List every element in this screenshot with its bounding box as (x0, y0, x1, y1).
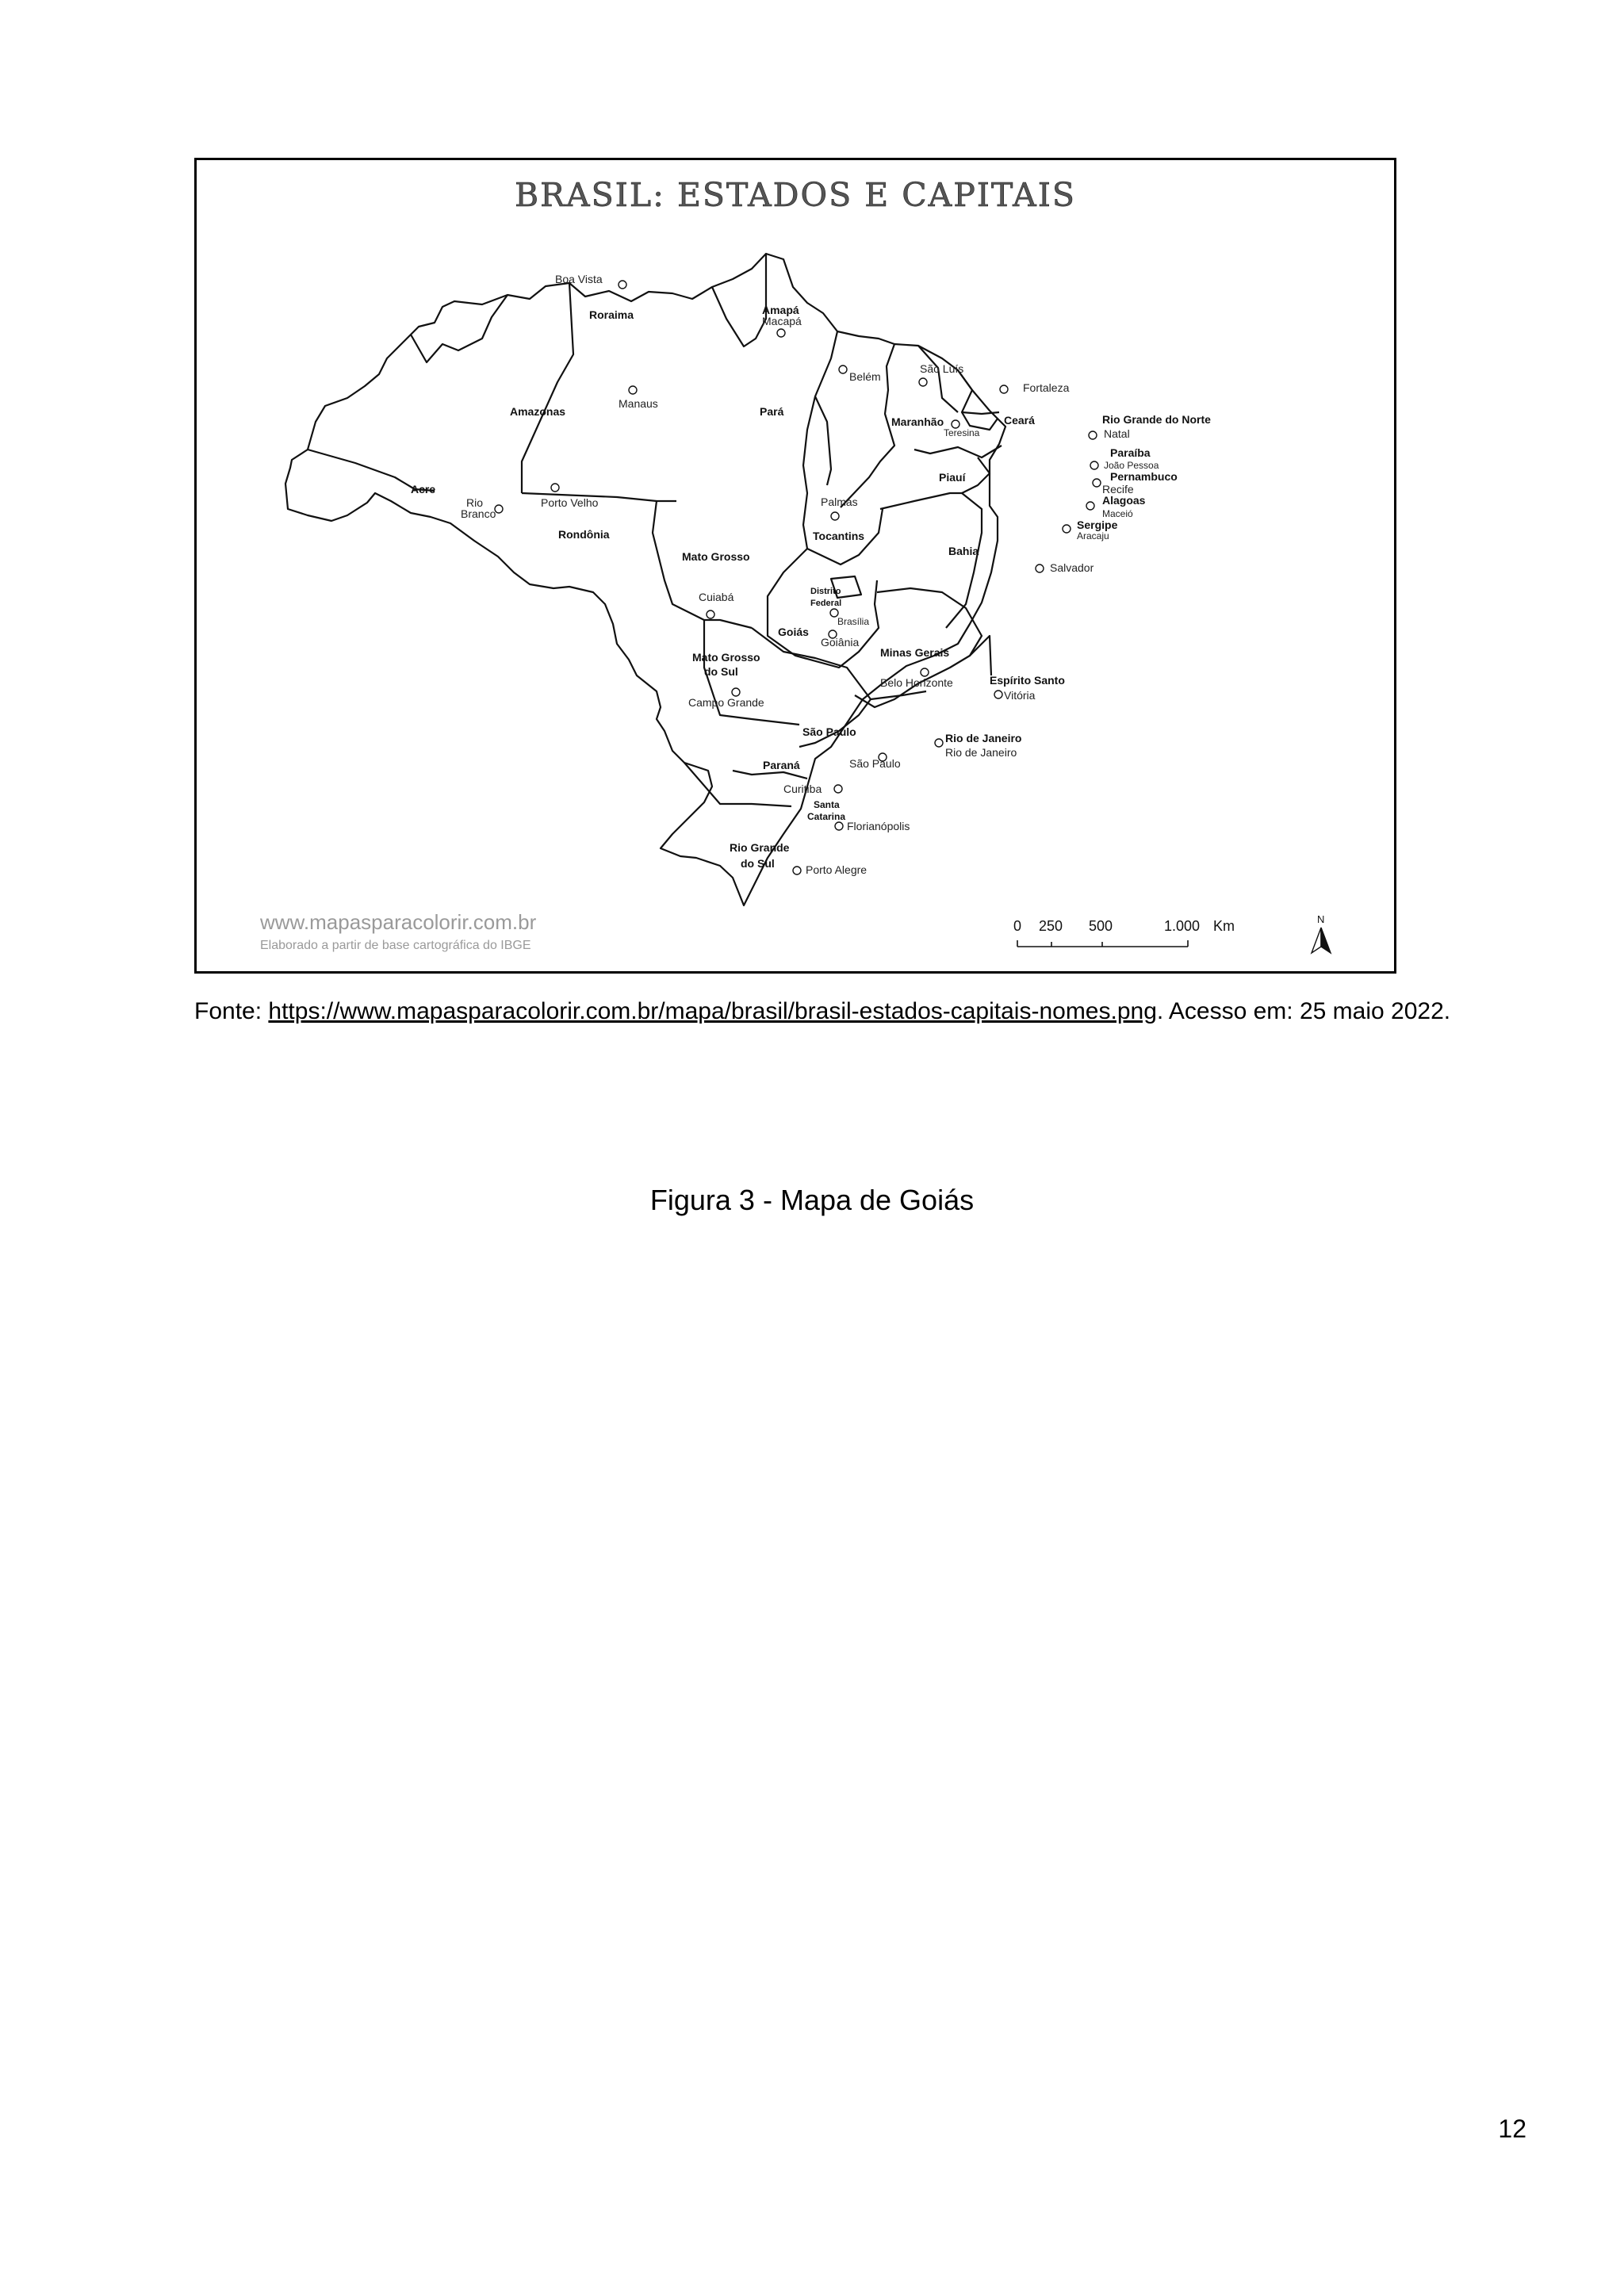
capital-rio-branco-2: Branco (461, 507, 496, 520)
label-bahia: Bahia (948, 545, 979, 557)
capital-palmas: Palmas (821, 496, 858, 508)
capital-natal: Natal (1104, 427, 1130, 440)
scale-unit: Km (1213, 918, 1235, 934)
capital-brasilia: Brasília (837, 616, 870, 627)
border-para-ma (815, 331, 837, 485)
scale-tick-250: 250 (1039, 918, 1063, 934)
capital-dot (1000, 385, 1008, 393)
border-pe (914, 446, 1002, 457)
capital-dot (707, 610, 714, 618)
capital-dot (839, 365, 847, 373)
border-ne (958, 370, 998, 430)
label-santa-catarina-2: Catarina (807, 811, 846, 822)
label-distrito-federal-2: Federal (810, 599, 842, 608)
scale-tick-0: 0 (1013, 918, 1022, 934)
capital-boa-vista: Boa Vista (555, 273, 603, 285)
capital-dot (919, 378, 927, 386)
label-rio-grande-do-sul-2: do Sul (741, 857, 775, 870)
capital-rio-de-janeiro: Rio de Janeiro (945, 746, 1017, 759)
capital-sao-paulo: São Paulo (849, 757, 901, 770)
border-go (768, 549, 879, 668)
north-arrow-right-icon (1321, 928, 1331, 953)
border-roraima (411, 295, 508, 362)
capital-goiania: Goiânia (821, 636, 860, 649)
capital-dot (921, 668, 929, 676)
scale-bar (1013, 918, 1235, 947)
capital-dot (551, 484, 559, 492)
figure-caption: Figura 3 - Mapa de Goiás (649, 1184, 975, 1216)
capital-dot (834, 785, 842, 793)
label-sao-paulo: São Paulo (802, 725, 856, 738)
capital-sao-luis: São Luís (920, 362, 964, 375)
capital-dot (1036, 564, 1044, 572)
capital-macapa: Macapá (762, 315, 802, 327)
label-amapa: Amapá (762, 304, 799, 316)
capital-teresina: Teresina (944, 427, 980, 438)
map-title: BRASIL: ESTADOS E CAPITAIS (514, 176, 1077, 214)
capital-manaus: Manaus (619, 397, 658, 410)
capital-dot (777, 329, 785, 337)
border-pr-sc (733, 771, 807, 779)
capital-dot (732, 688, 740, 696)
label-distrito-federal-1: Distrito (810, 587, 841, 596)
capital-recife: Recife (1102, 483, 1134, 496)
border-rj (871, 691, 926, 699)
map-credit: Elaborado a partir de base cartográfica do IBGE (260, 939, 531, 952)
north-arrow (1312, 913, 1331, 953)
capital-fortaleza: Fortaleza (1023, 381, 1070, 394)
capital-curitiba: Curitiba (783, 783, 822, 795)
capital-joao-pessoa: João Pessoa (1104, 460, 1159, 471)
capital-dot (1086, 502, 1094, 510)
border-pb (962, 412, 999, 414)
figure-source (194, 995, 1526, 1028)
capital-dot (1089, 431, 1097, 439)
capital-maceio: Maceió (1102, 508, 1133, 519)
label-rio-grande-do-sul-1: Rio Grande (730, 841, 790, 854)
watermark: www.mapasparacolorir.com.br (260, 910, 537, 934)
label-santa-catarina-1: Santa (814, 799, 840, 810)
capital-dot (994, 691, 1002, 698)
capital-rio-branco-1: Rio (466, 496, 484, 509)
label-espirito-santo: Espírito Santo (990, 674, 1065, 687)
capital-salvador: Salvador (1050, 561, 1094, 574)
label-minas-gerais: Minas Gerais (880, 646, 950, 659)
border-al-se (962, 457, 990, 493)
label-tocantins: Tocantins (813, 530, 865, 542)
capital-dot (835, 822, 843, 830)
source-suffix: . Acesso em: 25 maio 2022. (1156, 998, 1451, 1024)
border-amazonas-para (522, 283, 573, 493)
capital-campo-grande: Campo Grande (688, 696, 764, 709)
label-piaui: Piauí (939, 471, 966, 484)
capital-porto-alegre: Porto Alegre (806, 863, 868, 876)
label-sergipe: Sergipe (1077, 519, 1118, 531)
label-maranhao: Maranhão (891, 415, 944, 428)
capital-dot (1063, 525, 1071, 533)
label-alagoas: Alagoas (1102, 494, 1146, 507)
source-link[interactable]: https://www.mapasparacolorir.com.br/mapa/brasil/brasil-estados-capitais-nomes.png (268, 998, 1157, 1024)
label-rio-grande-do-norte: Rio Grande do Norte (1102, 413, 1211, 426)
capital-dot (831, 512, 839, 520)
scale-tick-1000: 1.000 (1164, 918, 1201, 934)
brazil-map (197, 160, 1394, 971)
capital-belem: Belém (849, 370, 881, 383)
label-ceara: Ceará (1004, 414, 1035, 427)
border-amapa (712, 254, 766, 346)
border-ma-pi (841, 344, 894, 507)
page-number: 12 (1498, 2114, 1526, 2143)
capital-vitoria: Vitória (1004, 689, 1036, 702)
north-arrow-left-icon (1312, 928, 1321, 953)
capital-dot (935, 739, 943, 747)
map-figure (194, 158, 1396, 974)
label-mato-grosso-do-sul-1: Mato Grosso (692, 651, 760, 664)
label-parana: Paraná (763, 759, 800, 771)
state-borders (285, 254, 1005, 905)
scale-tick-500: 500 (1089, 918, 1113, 934)
capital-dot (619, 281, 626, 289)
capital-cuiaba: Cuiabá (699, 591, 734, 603)
label-mato-grosso-do-sul-2: do Sul (704, 665, 738, 678)
label-para: Pará (760, 405, 784, 418)
capital-aracaju: Aracaju (1077, 530, 1109, 541)
border-mt-ms (653, 501, 752, 628)
label-goias: Goiás (778, 626, 809, 638)
capital-dot (793, 867, 801, 874)
source-prefix: Fonte: (194, 998, 262, 1024)
label-rio-de-janeiro: Rio de Janeiro (945, 732, 1022, 744)
scale-line (1017, 940, 1188, 947)
label-mato-grosso: Mato Grosso (682, 550, 750, 563)
capital-dot (495, 505, 503, 513)
brazil-outline (285, 254, 1005, 905)
capital-dot (1090, 461, 1098, 469)
capital-dot (629, 386, 637, 394)
border-es (970, 636, 991, 675)
north-letter: N (1317, 913, 1325, 925)
label-roraima: Roraima (589, 308, 634, 321)
capital-porto-velho: Porto Velho (541, 496, 599, 509)
label-rondonia: Rondônia (558, 528, 610, 541)
label-pernambuco: Pernambuco (1110, 470, 1178, 483)
capital-florianopolis: Florianópolis (847, 820, 910, 832)
label-paraiba: Paraíba (1110, 446, 1151, 459)
label-amazonas: Amazonas (510, 405, 566, 418)
capital-dot (1093, 479, 1101, 487)
capital-labels (461, 273, 1159, 876)
label-acre: Acre (411, 483, 436, 496)
capital-belo-horizonte: Belo Horizonte (880, 676, 953, 689)
